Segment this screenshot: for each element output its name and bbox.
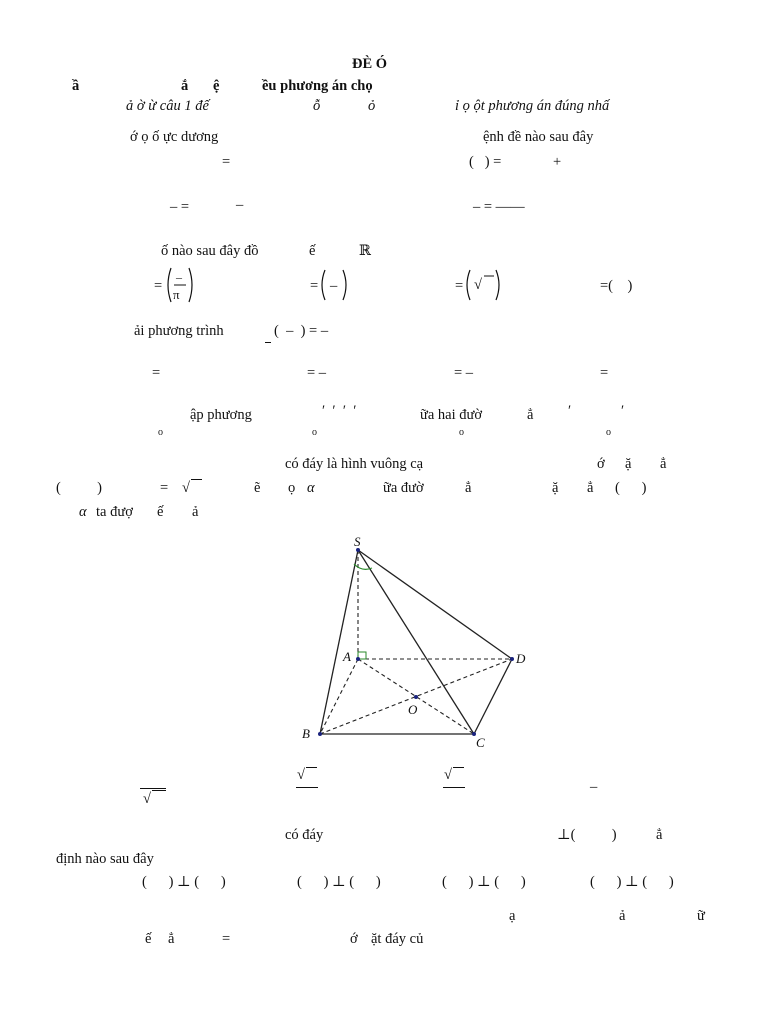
edge-sb <box>320 550 358 734</box>
q4-option-b-degree[interactable]: o <box>312 427 317 438</box>
q3-stem: ải phương trình <box>134 323 224 339</box>
q6-line1-c: ẳ <box>656 827 663 843</box>
edge-sd <box>358 550 512 659</box>
label-d: D <box>516 651 526 666</box>
page-title: ĐÈ Ó <box>352 56 388 72</box>
q3-equation: ( – ) = – <box>274 323 329 339</box>
q5-option-b-sqrt-bar <box>306 767 317 768</box>
q4-prime-1: ′ <box>568 403 572 419</box>
q2-option-b-minus: – <box>330 278 338 294</box>
q4-option-d-degree[interactable]: o <box>606 427 611 438</box>
q7-line2-c: = <box>222 931 231 947</box>
q1-option-c[interactable]: – = <box>170 199 190 215</box>
q3-subscript-bar <box>265 342 271 343</box>
q6-line1-b: ⊥( ) <box>557 827 617 843</box>
q5-line2-c: √ <box>182 480 190 496</box>
part-heading-1: ầ <box>72 78 80 94</box>
q6-option-a[interactable]: ( ) ⊥ ( ) <box>142 874 226 890</box>
q6-option-b[interactable]: ( ) ⊥ ( ) <box>297 874 381 890</box>
q5-line2-j: ( ) <box>615 480 647 496</box>
label-a: A <box>343 649 351 664</box>
label-b: B <box>302 726 310 741</box>
q5-line2-h: ặ <box>552 480 559 496</box>
point-d <box>510 657 514 661</box>
q7-line2-b: ẳ <box>168 931 175 947</box>
instruction-2: ỗ <box>313 98 321 114</box>
q7-line1-a: ạ <box>509 908 516 924</box>
q2-stem-b: ế <box>309 243 316 259</box>
q5-option-a-sqrt-bar <box>152 790 166 791</box>
q4-option-a-degree[interactable]: o <box>158 427 163 438</box>
q7-line2-e: ặt đáy củ <box>371 931 424 947</box>
q5-option-b-frac-bar <box>296 787 318 788</box>
q5-line1-a: có đáy là hình vuông cạ <box>285 456 424 472</box>
point-a <box>356 657 360 661</box>
q4-stem: ập phương <box>190 407 252 423</box>
part-heading-2: ắ <box>181 78 189 94</box>
q5-option-c-sqrt-bar <box>453 767 464 768</box>
q3-option-c[interactable]: = – <box>454 365 474 381</box>
q5-line2-d: ẽ <box>254 480 261 496</box>
instruction-3: ỏ <box>368 98 376 114</box>
q4-prime-2: ′ <box>621 403 625 419</box>
q5-line2-a: ( ) <box>56 480 102 496</box>
q6-line2: định nào sau đây <box>56 851 154 867</box>
q2-option-a[interactable]: = <box>154 278 163 294</box>
q7-line2-a: ế <box>145 931 152 947</box>
instruction-4: ỉ ọ ột phương án đúng nhấ <box>455 98 610 114</box>
q2-option-c-sqrt: √ <box>474 277 482 293</box>
q3-option-a[interactable]: = <box>152 365 161 381</box>
q4-stem-b: ữa hai đườ <box>420 407 483 423</box>
q2-option-c-paren <box>463 268 503 302</box>
q2-reals-symbol: ℝ <box>359 243 372 259</box>
q7-line2-d: ớ <box>350 931 358 947</box>
q7-line1-c: ữ <box>697 908 705 924</box>
q5-option-a-bar <box>140 788 166 789</box>
q2-option-b[interactable]: = <box>310 278 319 294</box>
point-b <box>318 732 322 736</box>
q6-option-c[interactable]: ( ) ⊥ ( ) <box>442 874 526 890</box>
q1-option-d[interactable]: – = —— <box>473 199 525 215</box>
q1-option-b[interactable]: ( ) = <box>469 154 502 170</box>
q6-line1-a: có đáy <box>285 827 324 843</box>
q2-option-a-pi: π <box>173 287 180 302</box>
q5-line2-g: ẳ <box>465 480 472 496</box>
q1-stem-a: ớ ọ ố ực dương <box>130 129 219 145</box>
label-c: C <box>476 735 485 750</box>
label-o: O <box>408 702 418 717</box>
q5-option-c-frac-bar <box>443 787 465 788</box>
q5-option-c[interactable]: √ <box>444 767 452 783</box>
angle-arc <box>354 564 372 569</box>
part-heading-4: ều phương án chọ <box>262 78 373 94</box>
q5-line2-e: ọ <box>288 480 296 496</box>
q7-line1-b: ả <box>619 908 626 924</box>
q2-option-d[interactable]: =( ) <box>600 278 633 294</box>
edge-cd <box>474 659 512 734</box>
q1-stem-b: ệnh đề nào sau đây <box>483 129 594 145</box>
point-o <box>414 695 418 699</box>
q4-option-c-degree[interactable]: o <box>459 427 464 438</box>
q6-option-d[interactable]: ( ) ⊥ ( ) <box>590 874 674 890</box>
q5-line2-i: ẳ <box>587 480 594 496</box>
q1-option-a[interactable]: = <box>222 154 231 170</box>
q2-stem: ố nào sau đây đồ <box>161 243 259 259</box>
q5-line3-d: ả <box>192 504 199 520</box>
q2-option-c[interactable]: = <box>455 278 464 294</box>
q5-line3-c: ế <box>157 504 164 520</box>
q5-line3-alpha: α <box>79 504 87 520</box>
q1-option-b-plus: + <box>553 154 562 170</box>
q5-line3-b: ta đượ <box>96 504 133 520</box>
label-s: S <box>354 534 361 549</box>
q4-primes: ′ ′ ′ ′ <box>322 403 357 419</box>
q5-line2-b: = <box>160 480 169 496</box>
q5-line2-alpha: α <box>307 480 315 496</box>
q3-option-d[interactable]: = <box>600 365 609 381</box>
part-heading-3: ệ <box>213 78 220 94</box>
q5-option-a[interactable]: √ <box>143 791 151 807</box>
edge-ab <box>320 659 358 734</box>
pyramid-figure <box>290 530 540 760</box>
q5-sqrt-bar <box>191 479 202 480</box>
q5-line1-c: ặ <box>625 456 632 472</box>
q3-option-b[interactable]: = – <box>307 365 327 381</box>
q5-line1-d: ẳ <box>660 456 667 472</box>
instruction-1: ả ờ ừ câu 1 đế <box>126 98 209 114</box>
q5-line1-b: ớ <box>597 456 605 472</box>
q1-option-c-minus: – <box>236 197 244 213</box>
q5-option-d[interactable]: – <box>590 779 598 795</box>
q5-option-b[interactable]: √ <box>297 767 305 783</box>
q2-option-a-minus: – <box>176 270 182 284</box>
q4-stem-c: ẳ <box>527 407 534 423</box>
q5-line2-f: ữa đườ <box>383 480 424 496</box>
